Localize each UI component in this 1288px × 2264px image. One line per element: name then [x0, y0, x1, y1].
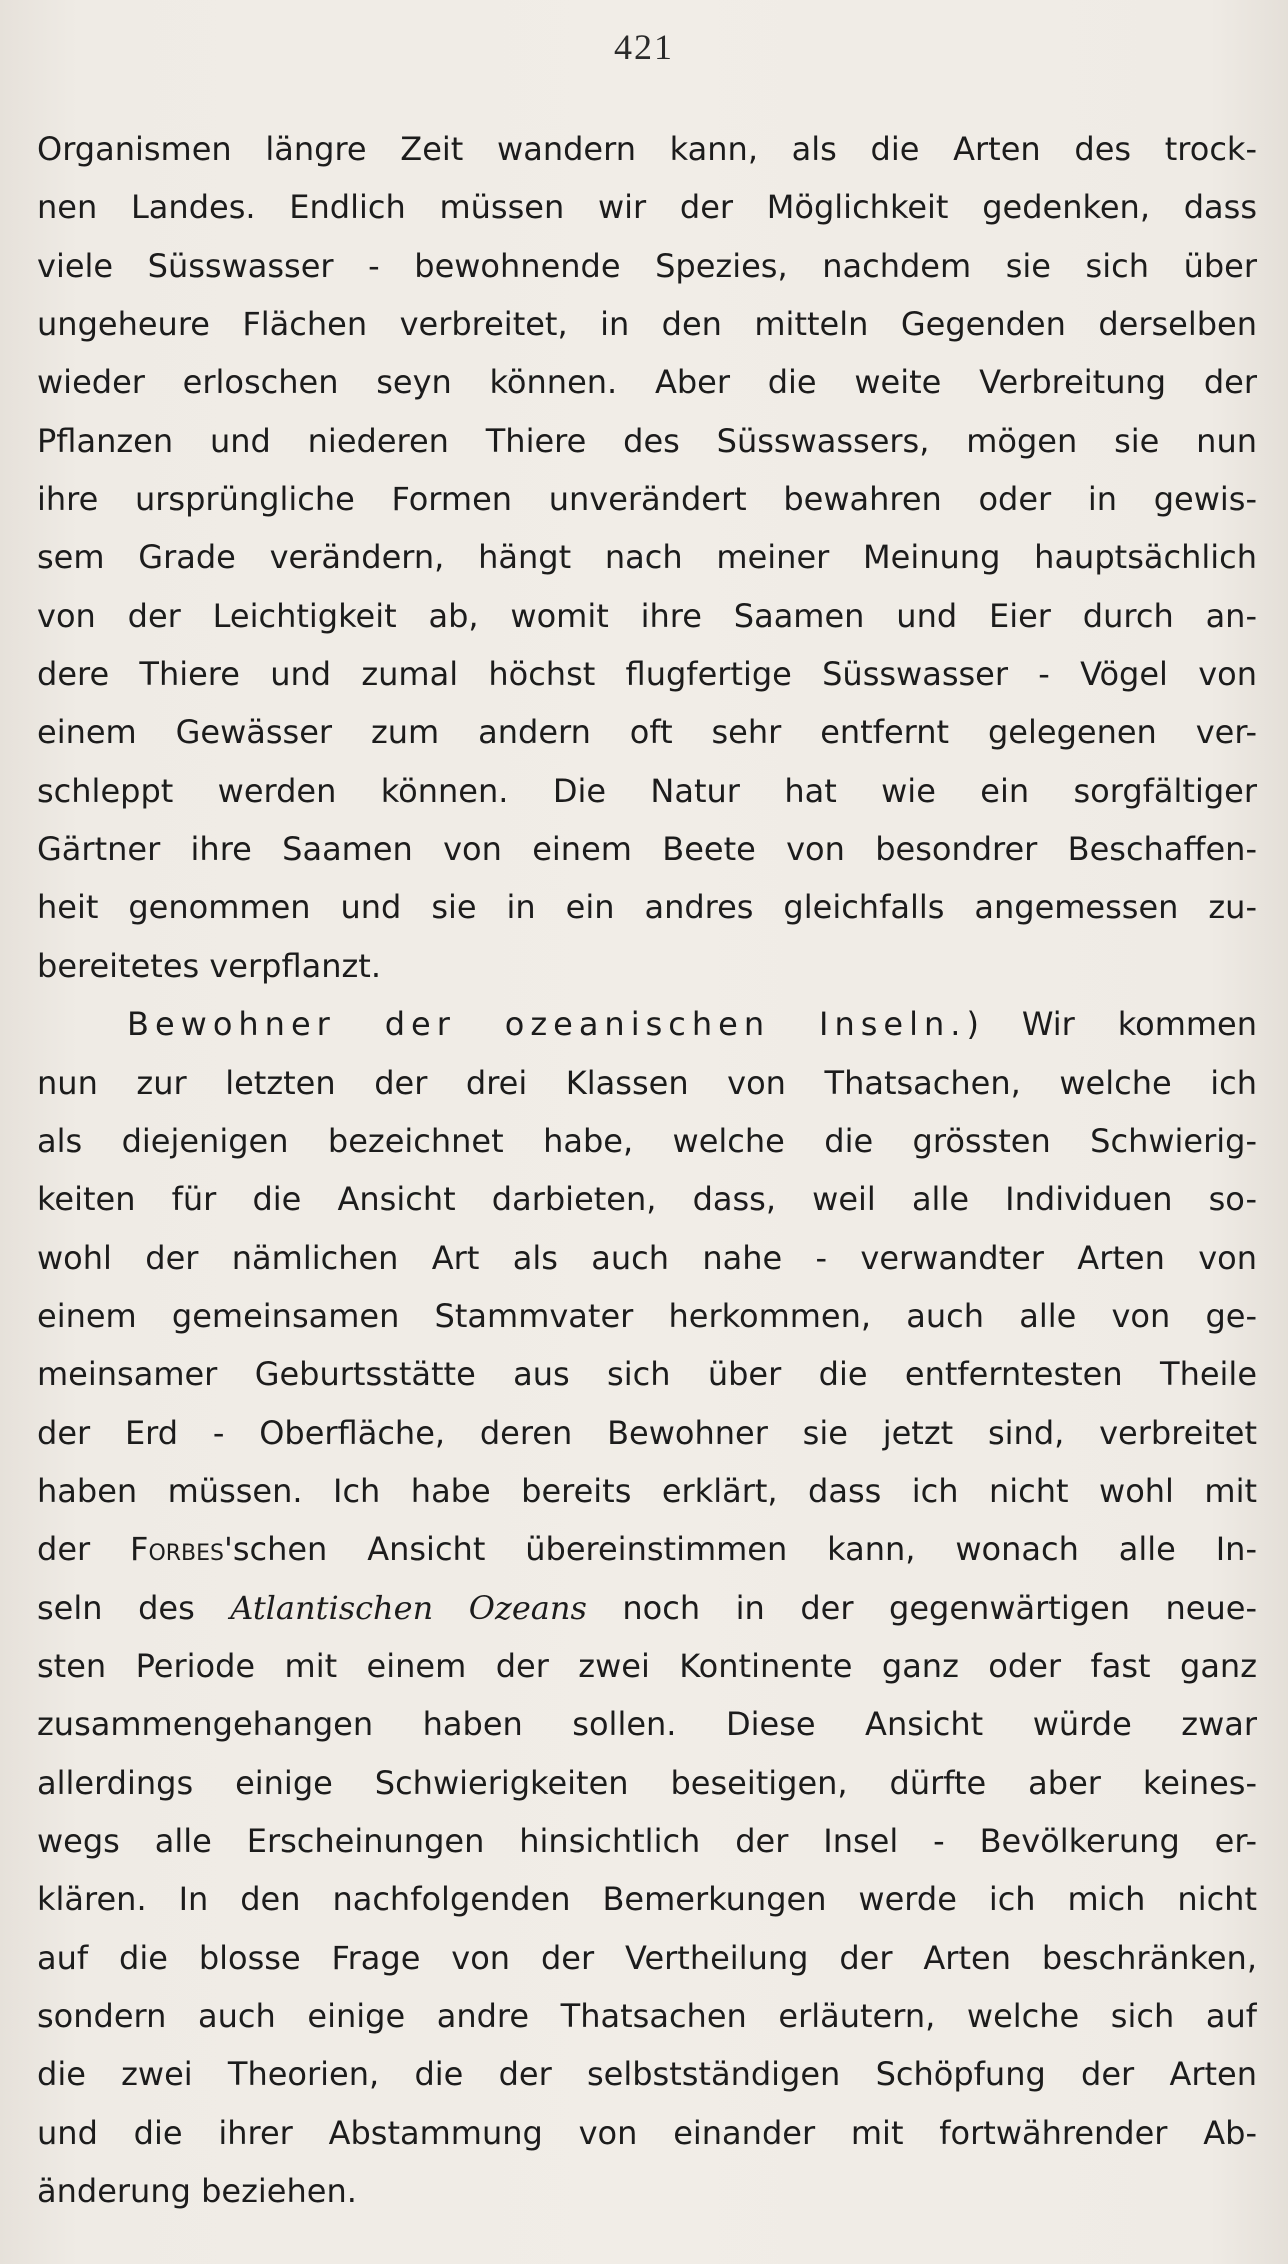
- text-line: haben müssen. Ich habe bereits erklärt, dass ich nicht wohl mit: [37, 1471, 1257, 1510]
- text-line: nen Landes. Endlich müssen wir der Möglichkeit gedenken, dass: [37, 188, 1257, 227]
- section-heading: Bewohner der ozeanischen Inseln.: [127, 1005, 967, 1044]
- text-line: die zwei Theorien, die der selbstständigen Schöpfung der Arten: [37, 2055, 1257, 2094]
- text-line: einem gemeinsamen Stammvater herkommen, auch alle von ge-: [37, 1296, 1257, 1335]
- text-line: heit genommen und sie in ein andres gleichfalls angemessen zu-: [37, 888, 1257, 927]
- text-line-heading: Bewohner der ozeanischen Inseln.) Wir kommen: [127, 1005, 1257, 1044]
- text-line: meinsamer Geburtsstätte aus sich über die entferntesten Theile: [37, 1355, 1257, 1394]
- italic-term: Atlantischen Ozeans: [230, 1588, 587, 1627]
- text-line: der Forbes'schen Ansicht übereinstimmen kann, wonach alle In-: [37, 1530, 1257, 1569]
- text-line: wohl der nämlichen Art als auch nahe - verwandter Arten von: [37, 1238, 1257, 1277]
- text-line: ungeheure Flächen verbreitet, in den mitteln Gegenden derselben: [37, 305, 1257, 344]
- page-body: [37, 120, 1257, 2220]
- text-line: nun zur letzten der drei Klassen von Thatsachen, welche ich: [37, 1063, 1257, 1102]
- text-line: von der Leichtigkeit ab, womit ihre Saamen und Eier durch an-: [37, 596, 1257, 635]
- text-line: viele Süsswasser - bewohnende Spezies, nachdem sie sich über: [37, 246, 1257, 285]
- text-line: ihre ursprüngliche Formen unverändert bewahren oder in gewis-: [37, 480, 1257, 519]
- text-line: wegs alle Erscheinungen hinsichtlich der Insel - Bevölkerung er-: [37, 1821, 1257, 1860]
- text-line: einem Gewässer zum andern oft sehr entfernt gelegenen ver-: [37, 713, 1257, 752]
- text-line: Gärtner ihre Saamen von einem Beete von besondrer Beschaffen-: [37, 830, 1257, 869]
- text-line: und die ihrer Abstammung von einander mit fortwährender Ab-: [37, 2113, 1257, 2152]
- text-line: schleppt werden können. Die Natur hat wie ein sorgfältiger: [37, 771, 1257, 810]
- text-line: bereitetes verpflanzt.: [37, 946, 381, 985]
- author-name: Forbes: [130, 1530, 225, 1569]
- text-line: allerdings einige Schwierigkeiten beseitigen, dürfte aber keines-: [37, 1763, 1257, 1802]
- text-line: klären. In den nachfolgenden Bemerkungen werde ich mich nicht: [37, 1880, 1257, 1919]
- text-line: keiten für die Ansicht darbieten, dass, weil alle Individuen so-: [37, 1180, 1257, 1219]
- text-line: änderung beziehen.: [37, 2172, 357, 2211]
- text-line: sem Grade verändern, hängt nach meiner Meinung hauptsächlich: [37, 538, 1257, 577]
- text-line: wieder erloschen seyn können. Aber die weite Verbreitung der: [37, 363, 1257, 402]
- text-line: dere Thiere und zumal höchst flugfertige Süsswasser - Vögel von: [37, 655, 1257, 694]
- text-line: auf die blosse Frage von der Vertheilung der Arten beschränken,: [37, 1938, 1257, 1977]
- text-line: seln des Atlantischen Ozeans noch in der gegenwärtigen neue-: [37, 1588, 1257, 1627]
- text-line: sondern auch einige andre Thatsachen erläutern, welche sich auf: [37, 1997, 1257, 2035]
- text-line: sten Periode mit einem der zwei Kontinente ganz oder fast ganz: [37, 1646, 1257, 1685]
- text-line: zusammengehangen haben sollen. Diese Ansicht würde zwar: [37, 1705, 1257, 1744]
- text-line: Pflanzen und niederen Thiere des Süsswassers, mögen sie nun: [37, 421, 1257, 460]
- text-line: Organismen längre Zeit wandern kann, als die Arten des trock-: [37, 130, 1257, 168]
- page-number: 421: [614, 27, 674, 67]
- text-line: als diejenigen bezeichnet habe, welche die grössten Schwierig-: [37, 1121, 1257, 1160]
- text-line: der Erd - Oberfläche, deren Bewohner sie jetzt sind, verbreitet: [37, 1413, 1257, 1452]
